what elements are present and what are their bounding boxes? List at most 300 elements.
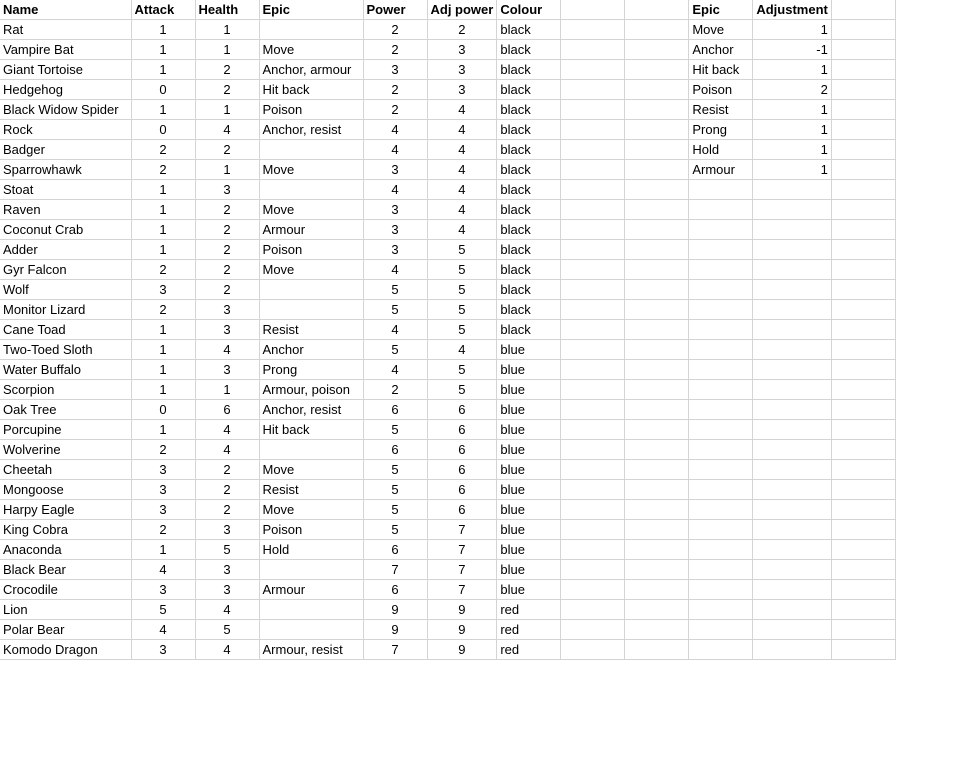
empty-cell[interactable] bbox=[831, 540, 895, 560]
colour-cell[interactable]: blue bbox=[497, 580, 561, 600]
empty-cell[interactable] bbox=[831, 420, 895, 440]
empty-cell[interactable] bbox=[831, 600, 895, 620]
attack-cell[interactable]: 1 bbox=[131, 320, 195, 340]
empty-cell[interactable] bbox=[689, 300, 753, 320]
power-cell[interactable]: 4 bbox=[363, 360, 427, 380]
epic-cell[interactable]: Resist bbox=[259, 480, 363, 500]
health-cell[interactable]: 5 bbox=[195, 620, 259, 640]
adjustment-epic-cell[interactable]: Hold bbox=[689, 140, 753, 160]
name-cell[interactable]: Stoat bbox=[0, 180, 131, 200]
health-cell[interactable]: 4 bbox=[195, 340, 259, 360]
empty-cell[interactable] bbox=[561, 260, 625, 280]
colour-cell[interactable]: black bbox=[497, 160, 561, 180]
colour-cell[interactable]: black bbox=[497, 220, 561, 240]
header-cell[interactable]: Adjustment bbox=[753, 0, 832, 20]
colour-cell[interactable]: blue bbox=[497, 440, 561, 460]
empty-cell[interactable] bbox=[689, 640, 753, 660]
empty-cell[interactable] bbox=[689, 480, 753, 500]
colour-cell[interactable]: black bbox=[497, 40, 561, 60]
name-cell[interactable]: Mongoose bbox=[0, 480, 131, 500]
power-cell[interactable]: 5 bbox=[363, 340, 427, 360]
empty-cell[interactable] bbox=[625, 520, 689, 540]
empty-cell[interactable] bbox=[831, 620, 895, 640]
empty-cell[interactable] bbox=[561, 620, 625, 640]
empty-cell[interactable] bbox=[753, 480, 832, 500]
empty-cell[interactable] bbox=[831, 460, 895, 480]
attack-cell[interactable]: 0 bbox=[131, 120, 195, 140]
power-cell[interactable]: 3 bbox=[363, 220, 427, 240]
epic-cell[interactable] bbox=[259, 180, 363, 200]
epic-cell[interactable]: Prong bbox=[259, 360, 363, 380]
empty-cell[interactable] bbox=[561, 200, 625, 220]
adj-power-cell[interactable]: 5 bbox=[427, 260, 497, 280]
power-cell[interactable]: 6 bbox=[363, 440, 427, 460]
health-cell[interactable]: 4 bbox=[195, 600, 259, 620]
attack-cell[interactable]: 4 bbox=[131, 620, 195, 640]
adjustment-epic-cell[interactable]: Move bbox=[689, 20, 753, 40]
empty-cell[interactable] bbox=[831, 140, 895, 160]
empty-cell[interactable] bbox=[561, 60, 625, 80]
header-cell[interactable] bbox=[831, 0, 895, 20]
empty-cell[interactable] bbox=[625, 640, 689, 660]
name-cell[interactable]: Badger bbox=[0, 140, 131, 160]
empty-cell[interactable] bbox=[831, 360, 895, 380]
empty-cell[interactable] bbox=[753, 520, 832, 540]
name-cell[interactable]: Scorpion bbox=[0, 380, 131, 400]
health-cell[interactable]: 5 bbox=[195, 540, 259, 560]
power-cell[interactable]: 3 bbox=[363, 200, 427, 220]
adj-power-cell[interactable]: 2 bbox=[427, 20, 497, 40]
empty-cell[interactable] bbox=[625, 600, 689, 620]
health-cell[interactable]: 1 bbox=[195, 20, 259, 40]
epic-cell[interactable]: Move bbox=[259, 160, 363, 180]
empty-cell[interactable] bbox=[689, 240, 753, 260]
health-cell[interactable]: 2 bbox=[195, 200, 259, 220]
attack-cell[interactable]: 3 bbox=[131, 580, 195, 600]
attack-cell[interactable]: 3 bbox=[131, 480, 195, 500]
empty-cell[interactable] bbox=[831, 520, 895, 540]
empty-cell[interactable] bbox=[831, 380, 895, 400]
power-cell[interactable]: 3 bbox=[363, 160, 427, 180]
health-cell[interactable]: 3 bbox=[195, 360, 259, 380]
empty-cell[interactable] bbox=[561, 160, 625, 180]
attack-cell[interactable]: 4 bbox=[131, 560, 195, 580]
empty-cell[interactable] bbox=[561, 40, 625, 60]
empty-cell[interactable] bbox=[625, 460, 689, 480]
power-cell[interactable]: 4 bbox=[363, 180, 427, 200]
empty-cell[interactable] bbox=[625, 500, 689, 520]
empty-cell[interactable] bbox=[689, 420, 753, 440]
empty-cell[interactable] bbox=[625, 400, 689, 420]
epic-cell[interactable]: Poison bbox=[259, 240, 363, 260]
epic-cell[interactable]: Armour bbox=[259, 580, 363, 600]
empty-cell[interactable] bbox=[625, 140, 689, 160]
adj-power-cell[interactable]: 3 bbox=[427, 40, 497, 60]
power-cell[interactable]: 4 bbox=[363, 320, 427, 340]
empty-cell[interactable] bbox=[561, 480, 625, 500]
colour-cell[interactable]: blue bbox=[497, 340, 561, 360]
attack-cell[interactable]: 2 bbox=[131, 300, 195, 320]
empty-cell[interactable] bbox=[753, 360, 832, 380]
empty-cell[interactable] bbox=[753, 440, 832, 460]
epic-cell[interactable]: Move bbox=[259, 260, 363, 280]
colour-cell[interactable]: blue bbox=[497, 400, 561, 420]
empty-cell[interactable] bbox=[689, 180, 753, 200]
epic-cell[interactable] bbox=[259, 280, 363, 300]
empty-cell[interactable] bbox=[831, 240, 895, 260]
adj-power-cell[interactable]: 4 bbox=[427, 180, 497, 200]
name-cell[interactable]: Adder bbox=[0, 240, 131, 260]
name-cell[interactable]: Porcupine bbox=[0, 420, 131, 440]
colour-cell[interactable]: black bbox=[497, 260, 561, 280]
empty-cell[interactable] bbox=[831, 280, 895, 300]
adj-power-cell[interactable]: 6 bbox=[427, 420, 497, 440]
empty-cell[interactable] bbox=[625, 80, 689, 100]
epic-cell[interactable]: Anchor, armour bbox=[259, 60, 363, 80]
adjustment-epic-cell[interactable]: Prong bbox=[689, 120, 753, 140]
empty-cell[interactable] bbox=[625, 300, 689, 320]
colour-cell[interactable]: black bbox=[497, 300, 561, 320]
empty-cell[interactable] bbox=[625, 540, 689, 560]
adj-power-cell[interactable]: 6 bbox=[427, 400, 497, 420]
epic-cell[interactable] bbox=[259, 20, 363, 40]
colour-cell[interactable]: red bbox=[497, 620, 561, 640]
empty-cell[interactable] bbox=[625, 40, 689, 60]
empty-cell[interactable] bbox=[689, 200, 753, 220]
empty-cell[interactable] bbox=[561, 580, 625, 600]
empty-cell[interactable] bbox=[831, 180, 895, 200]
empty-cell[interactable] bbox=[625, 420, 689, 440]
power-cell[interactable]: 6 bbox=[363, 580, 427, 600]
empty-cell[interactable] bbox=[831, 120, 895, 140]
empty-cell[interactable] bbox=[561, 320, 625, 340]
empty-cell[interactable] bbox=[689, 400, 753, 420]
name-cell[interactable]: Anaconda bbox=[0, 540, 131, 560]
empty-cell[interactable] bbox=[561, 380, 625, 400]
attack-cell[interactable]: 1 bbox=[131, 60, 195, 80]
empty-cell[interactable] bbox=[689, 600, 753, 620]
health-cell[interactable]: 6 bbox=[195, 400, 259, 420]
health-cell[interactable]: 1 bbox=[195, 160, 259, 180]
attack-cell[interactable]: 5 bbox=[131, 600, 195, 620]
empty-cell[interactable] bbox=[753, 540, 832, 560]
empty-cell[interactable] bbox=[689, 460, 753, 480]
empty-cell[interactable] bbox=[689, 360, 753, 380]
empty-cell[interactable] bbox=[625, 360, 689, 380]
adj-power-cell[interactable]: 7 bbox=[427, 540, 497, 560]
colour-cell[interactable]: blue bbox=[497, 460, 561, 480]
name-cell[interactable]: Wolverine bbox=[0, 440, 131, 460]
empty-cell[interactable] bbox=[831, 560, 895, 580]
header-cell[interactable]: Name bbox=[0, 0, 131, 20]
name-cell[interactable]: Giant Tortoise bbox=[0, 60, 131, 80]
attack-cell[interactable]: 1 bbox=[131, 40, 195, 60]
empty-cell[interactable] bbox=[831, 200, 895, 220]
attack-cell[interactable]: 2 bbox=[131, 140, 195, 160]
attack-cell[interactable]: 1 bbox=[131, 340, 195, 360]
attack-cell[interactable]: 1 bbox=[131, 380, 195, 400]
power-cell[interactable]: 3 bbox=[363, 240, 427, 260]
epic-cell[interactable]: Armour, resist bbox=[259, 640, 363, 660]
name-cell[interactable]: Wolf bbox=[0, 280, 131, 300]
empty-cell[interactable] bbox=[831, 20, 895, 40]
power-cell[interactable]: 2 bbox=[363, 380, 427, 400]
epic-cell[interactable] bbox=[259, 600, 363, 620]
power-cell[interactable]: 5 bbox=[363, 420, 427, 440]
health-cell[interactable]: 2 bbox=[195, 80, 259, 100]
header-cell[interactable]: Power bbox=[363, 0, 427, 20]
attack-cell[interactable]: 1 bbox=[131, 360, 195, 380]
empty-cell[interactable] bbox=[831, 640, 895, 660]
name-cell[interactable]: Oak Tree bbox=[0, 400, 131, 420]
empty-cell[interactable] bbox=[753, 640, 832, 660]
health-cell[interactable]: 2 bbox=[195, 220, 259, 240]
empty-cell[interactable] bbox=[625, 100, 689, 120]
header-cell[interactable]: Epic bbox=[259, 0, 363, 20]
empty-cell[interactable] bbox=[753, 220, 832, 240]
empty-cell[interactable] bbox=[625, 340, 689, 360]
name-cell[interactable]: Hedgehog bbox=[0, 80, 131, 100]
name-cell[interactable]: Vampire Bat bbox=[0, 40, 131, 60]
health-cell[interactable]: 2 bbox=[195, 60, 259, 80]
adjustment-value-cell[interactable]: 1 bbox=[753, 20, 832, 40]
empty-cell[interactable] bbox=[561, 180, 625, 200]
attack-cell[interactable]: 1 bbox=[131, 240, 195, 260]
empty-cell[interactable] bbox=[753, 340, 832, 360]
adj-power-cell[interactable]: 7 bbox=[427, 520, 497, 540]
health-cell[interactable]: 3 bbox=[195, 580, 259, 600]
empty-cell[interactable] bbox=[753, 200, 832, 220]
header-cell[interactable]: Health bbox=[195, 0, 259, 20]
attack-cell[interactable]: 0 bbox=[131, 80, 195, 100]
epic-cell[interactable] bbox=[259, 620, 363, 640]
health-cell[interactable]: 2 bbox=[195, 260, 259, 280]
empty-cell[interactable] bbox=[561, 120, 625, 140]
attack-cell[interactable]: 1 bbox=[131, 100, 195, 120]
empty-cell[interactable] bbox=[831, 220, 895, 240]
empty-cell[interactable] bbox=[561, 100, 625, 120]
adj-power-cell[interactable]: 9 bbox=[427, 600, 497, 620]
colour-cell[interactable]: red bbox=[497, 600, 561, 620]
empty-cell[interactable] bbox=[831, 400, 895, 420]
empty-cell[interactable] bbox=[561, 440, 625, 460]
name-cell[interactable]: Cheetah bbox=[0, 460, 131, 480]
empty-cell[interactable] bbox=[753, 180, 832, 200]
empty-cell[interactable] bbox=[753, 300, 832, 320]
name-cell[interactable]: Sparrowhawk bbox=[0, 160, 131, 180]
empty-cell[interactable] bbox=[689, 220, 753, 240]
empty-cell[interactable] bbox=[689, 540, 753, 560]
adj-power-cell[interactable]: 4 bbox=[427, 120, 497, 140]
empty-cell[interactable] bbox=[625, 120, 689, 140]
colour-cell[interactable]: blue bbox=[497, 560, 561, 580]
empty-cell[interactable] bbox=[689, 500, 753, 520]
attack-cell[interactable]: 1 bbox=[131, 180, 195, 200]
colour-cell[interactable]: black bbox=[497, 280, 561, 300]
health-cell[interactable]: 3 bbox=[195, 180, 259, 200]
power-cell[interactable]: 4 bbox=[363, 260, 427, 280]
empty-cell[interactable] bbox=[831, 480, 895, 500]
adj-power-cell[interactable]: 4 bbox=[427, 220, 497, 240]
adj-power-cell[interactable]: 5 bbox=[427, 280, 497, 300]
health-cell[interactable]: 3 bbox=[195, 560, 259, 580]
name-cell[interactable]: Rock bbox=[0, 120, 131, 140]
name-cell[interactable]: Black Bear bbox=[0, 560, 131, 580]
power-cell[interactable]: 9 bbox=[363, 600, 427, 620]
empty-cell[interactable] bbox=[561, 20, 625, 40]
health-cell[interactable]: 3 bbox=[195, 520, 259, 540]
health-cell[interactable]: 2 bbox=[195, 480, 259, 500]
colour-cell[interactable]: blue bbox=[497, 500, 561, 520]
empty-cell[interactable] bbox=[753, 560, 832, 580]
attack-cell[interactable]: 3 bbox=[131, 460, 195, 480]
colour-cell[interactable]: blue bbox=[497, 520, 561, 540]
empty-cell[interactable] bbox=[753, 620, 832, 640]
name-cell[interactable]: Two-Toed Sloth bbox=[0, 340, 131, 360]
colour-cell[interactable]: blue bbox=[497, 360, 561, 380]
health-cell[interactable]: 2 bbox=[195, 240, 259, 260]
colour-cell[interactable]: black bbox=[497, 240, 561, 260]
empty-cell[interactable] bbox=[689, 520, 753, 540]
health-cell[interactable]: 2 bbox=[195, 280, 259, 300]
empty-cell[interactable] bbox=[561, 420, 625, 440]
adj-power-cell[interactable]: 4 bbox=[427, 160, 497, 180]
attack-cell[interactable]: 2 bbox=[131, 440, 195, 460]
power-cell[interactable]: 5 bbox=[363, 300, 427, 320]
power-cell[interactable]: 4 bbox=[363, 140, 427, 160]
name-cell[interactable]: Water Buffalo bbox=[0, 360, 131, 380]
adj-power-cell[interactable]: 6 bbox=[427, 480, 497, 500]
empty-cell[interactable] bbox=[561, 540, 625, 560]
colour-cell[interactable]: blue bbox=[497, 540, 561, 560]
epic-cell[interactable]: Hit back bbox=[259, 80, 363, 100]
epic-cell[interactable] bbox=[259, 560, 363, 580]
name-cell[interactable]: Monitor Lizard bbox=[0, 300, 131, 320]
empty-cell[interactable] bbox=[831, 40, 895, 60]
empty-cell[interactable] bbox=[831, 160, 895, 180]
empty-cell[interactable] bbox=[831, 60, 895, 80]
colour-cell[interactable]: black bbox=[497, 200, 561, 220]
power-cell[interactable]: 6 bbox=[363, 400, 427, 420]
empty-cell[interactable] bbox=[689, 380, 753, 400]
empty-cell[interactable] bbox=[625, 480, 689, 500]
power-cell[interactable]: 5 bbox=[363, 280, 427, 300]
epic-cell[interactable]: Move bbox=[259, 460, 363, 480]
colour-cell[interactable]: blue bbox=[497, 380, 561, 400]
power-cell[interactable]: 4 bbox=[363, 120, 427, 140]
epic-cell[interactable]: Poison bbox=[259, 520, 363, 540]
name-cell[interactable]: Harpy Eagle bbox=[0, 500, 131, 520]
empty-cell[interactable] bbox=[561, 520, 625, 540]
health-cell[interactable]: 2 bbox=[195, 140, 259, 160]
attack-cell[interactable]: 2 bbox=[131, 160, 195, 180]
header-cell[interactable] bbox=[625, 0, 689, 20]
empty-cell[interactable] bbox=[831, 100, 895, 120]
empty-cell[interactable] bbox=[561, 140, 625, 160]
empty-cell[interactable] bbox=[625, 280, 689, 300]
health-cell[interactable]: 4 bbox=[195, 640, 259, 660]
power-cell[interactable]: 9 bbox=[363, 620, 427, 640]
name-cell[interactable]: Raven bbox=[0, 200, 131, 220]
empty-cell[interactable] bbox=[625, 380, 689, 400]
adjustment-value-cell[interactable]: 1 bbox=[753, 60, 832, 80]
epic-cell[interactable] bbox=[259, 440, 363, 460]
colour-cell[interactable]: black bbox=[497, 120, 561, 140]
adj-power-cell[interactable]: 5 bbox=[427, 240, 497, 260]
empty-cell[interactable] bbox=[625, 220, 689, 240]
adj-power-cell[interactable]: 5 bbox=[427, 320, 497, 340]
empty-cell[interactable] bbox=[625, 620, 689, 640]
colour-cell[interactable]: black bbox=[497, 100, 561, 120]
empty-cell[interactable] bbox=[753, 600, 832, 620]
adj-power-cell[interactable]: 5 bbox=[427, 360, 497, 380]
empty-cell[interactable] bbox=[561, 80, 625, 100]
attack-cell[interactable]: 1 bbox=[131, 220, 195, 240]
empty-cell[interactable] bbox=[831, 260, 895, 280]
name-cell[interactable]: Polar Bear bbox=[0, 620, 131, 640]
empty-cell[interactable] bbox=[561, 300, 625, 320]
empty-cell[interactable] bbox=[625, 320, 689, 340]
power-cell[interactable]: 5 bbox=[363, 480, 427, 500]
health-cell[interactable]: 4 bbox=[195, 420, 259, 440]
empty-cell[interactable] bbox=[831, 300, 895, 320]
name-cell[interactable]: Lion bbox=[0, 600, 131, 620]
adj-power-cell[interactable]: 3 bbox=[427, 80, 497, 100]
adj-power-cell[interactable]: 5 bbox=[427, 300, 497, 320]
epic-cell[interactable]: Armour, poison bbox=[259, 380, 363, 400]
attack-cell[interactable]: 2 bbox=[131, 520, 195, 540]
header-cell[interactable]: Epic bbox=[689, 0, 753, 20]
empty-cell[interactable] bbox=[625, 580, 689, 600]
header-cell[interactable]: Colour bbox=[497, 0, 561, 20]
colour-cell[interactable]: black bbox=[497, 140, 561, 160]
epic-cell[interactable]: Poison bbox=[259, 100, 363, 120]
header-cell[interactable]: Adj power bbox=[427, 0, 497, 20]
power-cell[interactable]: 7 bbox=[363, 560, 427, 580]
adjustment-epic-cell[interactable]: Poison bbox=[689, 80, 753, 100]
name-cell[interactable]: Cane Toad bbox=[0, 320, 131, 340]
power-cell[interactable]: 2 bbox=[363, 80, 427, 100]
empty-cell[interactable] bbox=[753, 380, 832, 400]
empty-cell[interactable] bbox=[689, 320, 753, 340]
empty-cell[interactable] bbox=[561, 460, 625, 480]
empty-cell[interactable] bbox=[831, 440, 895, 460]
adjustment-value-cell[interactable]: 1 bbox=[753, 100, 832, 120]
health-cell[interactable]: 4 bbox=[195, 440, 259, 460]
power-cell[interactable]: 5 bbox=[363, 500, 427, 520]
empty-cell[interactable] bbox=[753, 400, 832, 420]
adj-power-cell[interactable]: 4 bbox=[427, 200, 497, 220]
adjustment-epic-cell[interactable]: Anchor bbox=[689, 40, 753, 60]
epic-cell[interactable] bbox=[259, 140, 363, 160]
epic-cell[interactable]: Hit back bbox=[259, 420, 363, 440]
adjustment-value-cell[interactable]: 2 bbox=[753, 80, 832, 100]
empty-cell[interactable] bbox=[561, 500, 625, 520]
colour-cell[interactable]: blue bbox=[497, 420, 561, 440]
empty-cell[interactable] bbox=[753, 240, 832, 260]
empty-cell[interactable] bbox=[625, 200, 689, 220]
adj-power-cell[interactable]: 4 bbox=[427, 140, 497, 160]
health-cell[interactable]: 4 bbox=[195, 120, 259, 140]
adjustment-value-cell[interactable]: 1 bbox=[753, 120, 832, 140]
colour-cell[interactable]: blue bbox=[497, 480, 561, 500]
empty-cell[interactable] bbox=[625, 160, 689, 180]
adjustment-value-cell[interactable]: 1 bbox=[753, 160, 832, 180]
empty-cell[interactable] bbox=[753, 460, 832, 480]
power-cell[interactable]: 6 bbox=[363, 540, 427, 560]
colour-cell[interactable]: red bbox=[497, 640, 561, 660]
colour-cell[interactable]: black bbox=[497, 60, 561, 80]
